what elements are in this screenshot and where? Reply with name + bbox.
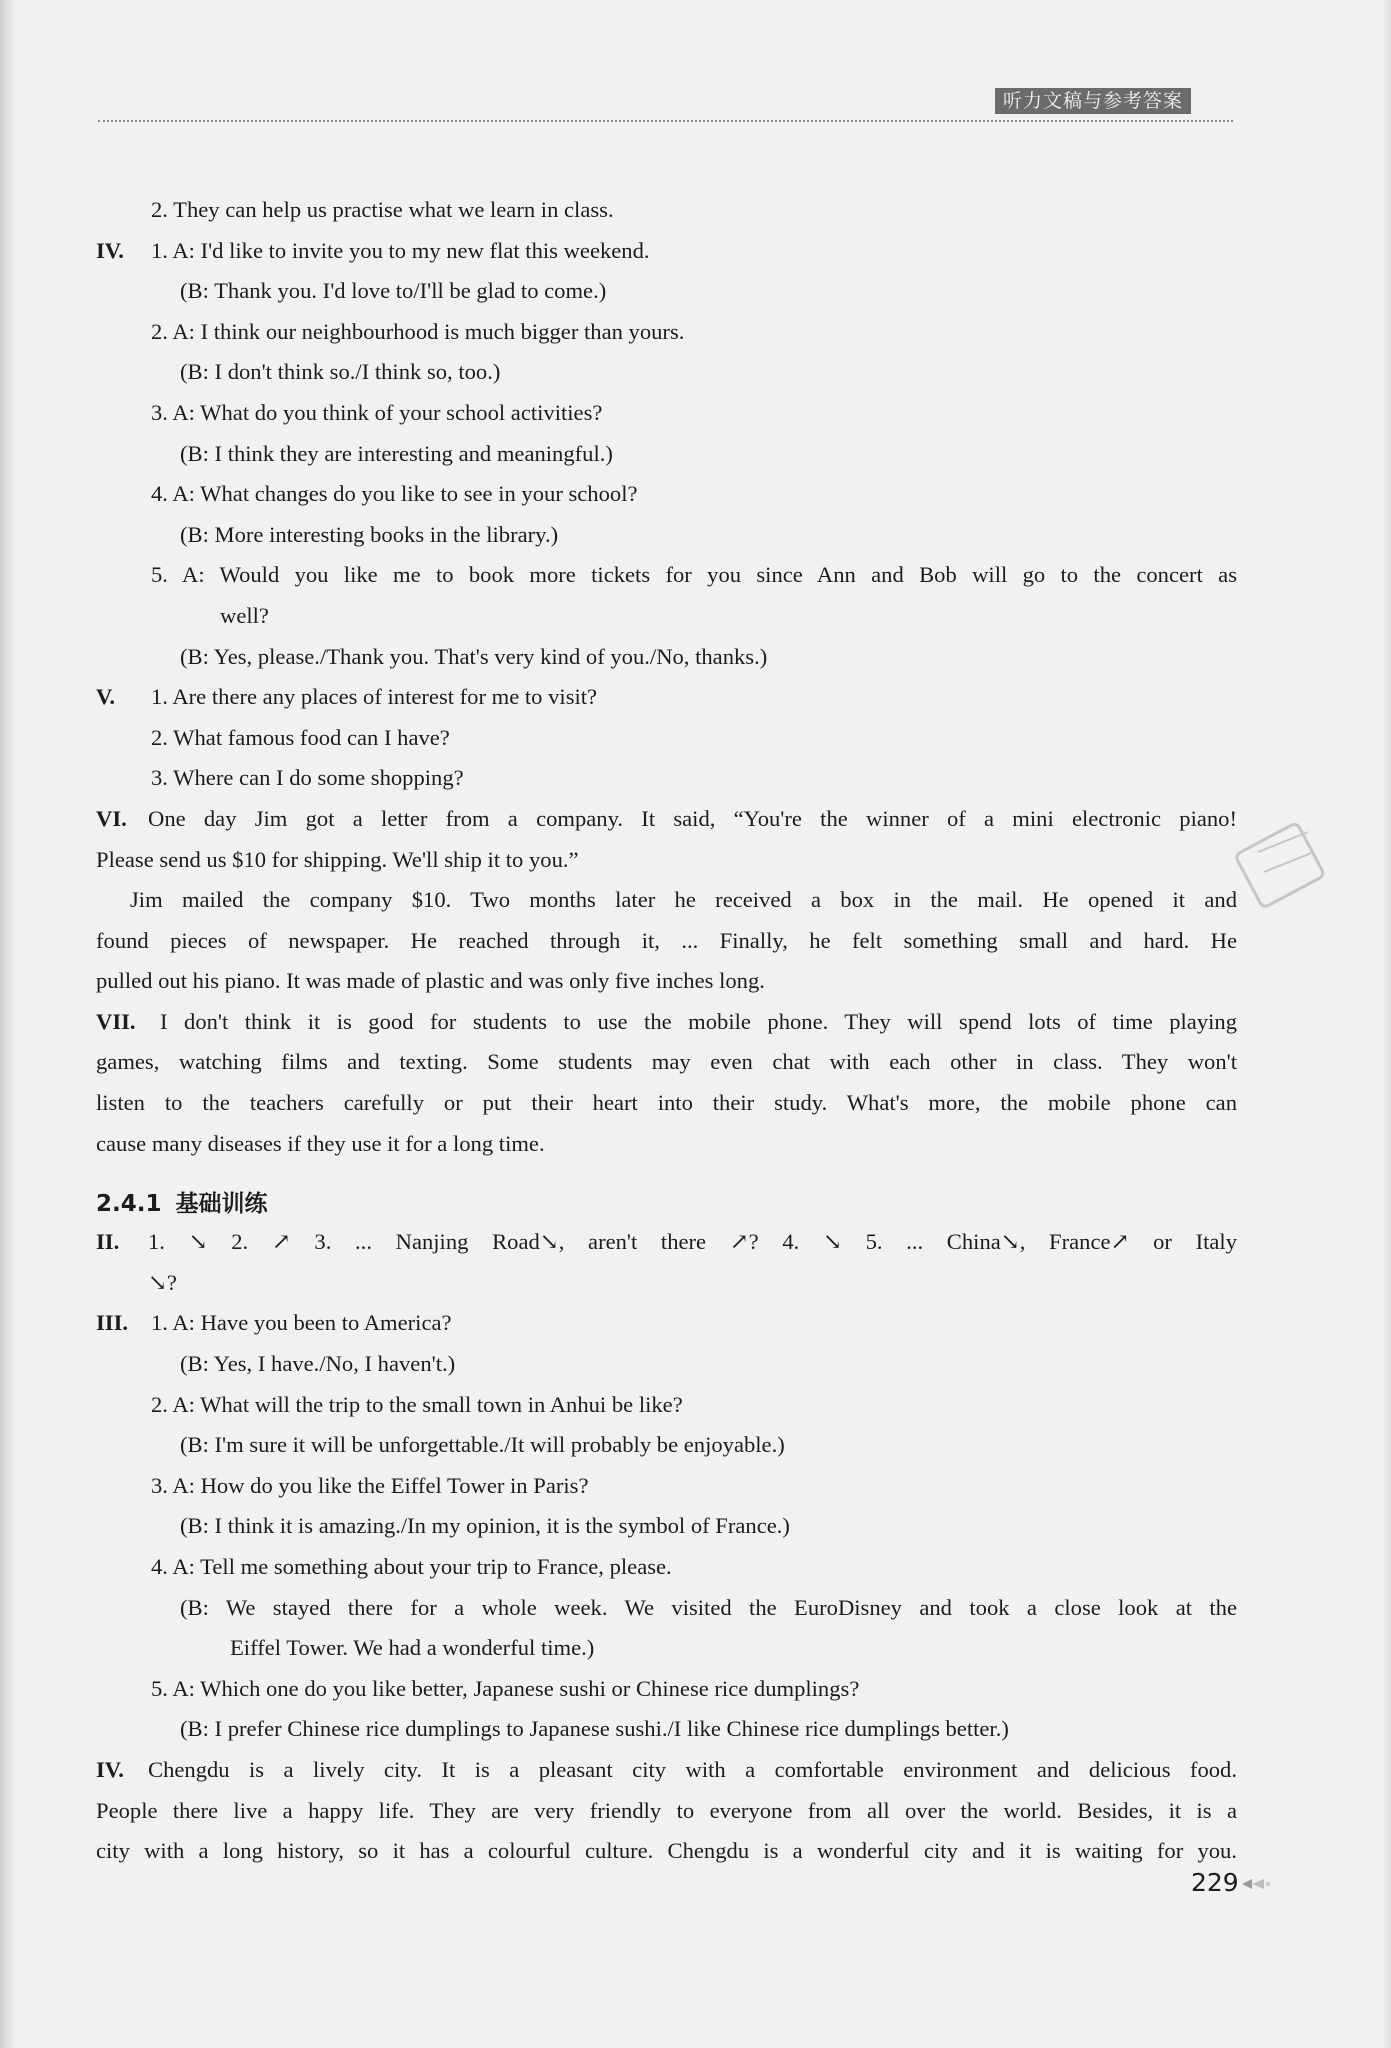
answer-text: (B: More interesting books in the library.) <box>180 521 559 547</box>
answer-line <box>96 1083 1237 1124</box>
answer-text: 1. Are there any places of interest for me to visit? <box>151 684 598 710</box>
watermark-stamp-icon <box>1228 812 1338 922</box>
answer-line <box>96 1628 1237 1669</box>
question-number: IV. <box>96 1756 124 1782</box>
answer-text: well? <box>220 602 269 628</box>
answer-line <box>96 1425 1237 1466</box>
answer-text: city with a long history, so it has a colourful culture. Chengdu is a wonderful city and it is waiting for you. <box>96 1838 1237 1864</box>
answer-text: (B: I think they are interesting and meaningful.) <box>180 440 613 466</box>
answer-text: found pieces of newspaper. He reached through it, ... Finally, he felt something small and hard. He <box>96 927 1237 953</box>
answer-line <box>96 1831 1237 1872</box>
answer-line <box>96 1303 1237 1344</box>
question-number: III. <box>96 1310 129 1336</box>
answer-text: pulled out his piano. It was made of plastic and was only five inches long. <box>96 968 765 994</box>
answer-line <box>96 231 1237 272</box>
answer-text: 1. A: Have you been to America? <box>151 1310 452 1336</box>
answer-line <box>96 840 1237 881</box>
answer-text: (B: Yes, please./Thank you. That's very kind of you./No, thanks.) <box>180 643 768 669</box>
answer-line <box>96 1124 1237 1165</box>
section-number: 2.4.1 <box>96 1191 162 1218</box>
header-dotted-rule <box>98 120 1233 122</box>
answer-line <box>96 1042 1237 1083</box>
answer-line <box>96 1002 1237 1043</box>
answer-text: (B: I'm sure it will be unforgettable./It will probably be enjoyable.) <box>180 1432 785 1458</box>
answer-line <box>96 1263 1237 1304</box>
page-number-arrow-icon <box>1240 1876 1272 1892</box>
page-edge-shadow <box>0 0 14 2048</box>
answer-text: 2. A: I think our neighbourhood is much bigger than yours. <box>151 318 685 344</box>
answer-text: 2. They can help us practise what we learn in class. <box>151 197 614 222</box>
answer-line <box>96 1588 1237 1629</box>
question-number: IV. <box>96 237 124 263</box>
answer-text: cause many diseases if they use it for a long time. <box>96 1130 545 1156</box>
answer-text: (B: I don't think so./I think so, too.) <box>180 359 501 385</box>
answer-line <box>96 1466 1237 1507</box>
answer-text: 2. A: What will the trip to the small town in Anhui be like? <box>151 1391 683 1417</box>
answer-text: Eiffel Tower. We had a wonderful time.) <box>230 1635 595 1661</box>
answer-text: (B: We stayed there for a whole week. We visited the EuroDisney and took a close look at the <box>180 1594 1237 1620</box>
answer-line <box>96 1547 1237 1588</box>
answer-text: 3. Where can I do some shopping? <box>151 765 464 791</box>
question-number: VII. <box>96 1008 136 1034</box>
answer-line <box>96 1385 1237 1426</box>
answer-line <box>96 1669 1237 1710</box>
answer-block-bottom <box>96 1222 1237 1872</box>
answer-line <box>96 1791 1237 1832</box>
question-number: V. <box>96 684 116 710</box>
answer-text: listen to the teachers carefully or put their heart into their study. What's more, the mobile phone can <box>96 1090 1237 1116</box>
section-heading <box>96 1186 1237 1222</box>
answer-text: People there live a happy life. They are very friendly to everyone from all over the world. Besides, it is a <box>96 1797 1237 1823</box>
answer-line <box>96 880 1237 921</box>
answer-text: 3. A: How do you like the Eiffel Tower in Paris? <box>151 1472 589 1498</box>
answer-text: (B: I think it is amazing./In my opinion, it is the symbol of France.) <box>180 1513 790 1539</box>
answer-content <box>96 190 1237 1872</box>
answer-line <box>96 961 1237 1002</box>
answer-text: Please send us $10 for shipping. We'll ship it to you.” <box>96 846 579 872</box>
answer-line <box>96 677 1237 718</box>
answer-line <box>96 596 1237 637</box>
answer-text: Jim mailed the company $10. Two months later he received a box in the mail. He opened it and <box>130 887 1237 913</box>
answer-text: 4. A: Tell me something about your trip to France, please. <box>151 1554 672 1579</box>
page-edge-shadow-right <box>1383 0 1391 2048</box>
answer-line <box>96 718 1237 759</box>
answer-line <box>96 352 1237 393</box>
header-section-tag: 听力文稿与参考答案 <box>995 88 1191 114</box>
answer-line <box>96 515 1237 556</box>
answer-line <box>96 312 1237 353</box>
answer-text: ↘? <box>148 1269 177 1295</box>
answer-text: 1. ↘ 2. ↗ 3. ... Nanjing Road↘, aren't there ↗? 4. ↘ 5. ... China↘, France↗ or Italy <box>148 1229 1237 1255</box>
answer-line <box>96 921 1237 962</box>
answer-text: 3. A: What do you think of your school activities? <box>151 399 603 425</box>
answer-line <box>96 1344 1237 1385</box>
answer-text: games, watching films and texting. Some students may even chat with each other in class. They won't <box>96 1049 1237 1075</box>
answer-line <box>96 1709 1237 1750</box>
answer-line <box>96 1506 1237 1547</box>
answer-line <box>96 190 1237 231</box>
page-number: 229 <box>1191 1868 1239 1897</box>
answer-line <box>96 434 1237 475</box>
answer-text: I don't think it is good for students to use the mobile phone. They will spend lots of time playing <box>160 1008 1237 1034</box>
answer-text: 5. A: Which one do you like better, Japanese sushi or Chinese rice dumplings? <box>151 1675 860 1701</box>
answer-line <box>96 555 1237 596</box>
answer-line <box>96 1222 1237 1263</box>
section-title: 基础训练 <box>175 1191 268 1218</box>
answer-text: 1. A: I'd like to invite you to my new flat this weekend. <box>151 237 650 263</box>
answer-text: 5. A: Would you like me to book more tickets for you since Ann and Bob will go to the concert as <box>151 562 1237 588</box>
answer-text: (B: Yes, I have./No, I haven't.) <box>180 1351 456 1377</box>
answer-text: One day Jim got a letter from a company. It said, “You're the winner of a mini electronic piano! <box>148 805 1237 831</box>
answer-text: (B: Thank you. I'd love to/I'll be glad to come.) <box>180 278 607 304</box>
answer-line <box>96 474 1237 515</box>
answer-line <box>96 637 1237 678</box>
answer-block-top <box>96 190 1237 1164</box>
answer-text: 2. What famous food can I have? <box>151 724 450 750</box>
answer-line <box>96 1750 1237 1791</box>
answer-line <box>96 758 1237 799</box>
question-number: VI. <box>96 805 127 831</box>
answer-line <box>96 393 1237 434</box>
answer-text: Chengdu is a lively city. It is a pleasant city with a comfortable environment and delicious food. <box>148 1756 1237 1782</box>
answer-text: 4. A: What changes do you like to see in your school? <box>151 481 638 507</box>
question-number: II. <box>96 1229 120 1255</box>
answer-line <box>96 799 1237 840</box>
answer-text: (B: I prefer Chinese rice dumplings to Japanese sushi./I like Chinese rice dumplings better.) <box>180 1716 1009 1742</box>
answer-line <box>96 271 1237 312</box>
